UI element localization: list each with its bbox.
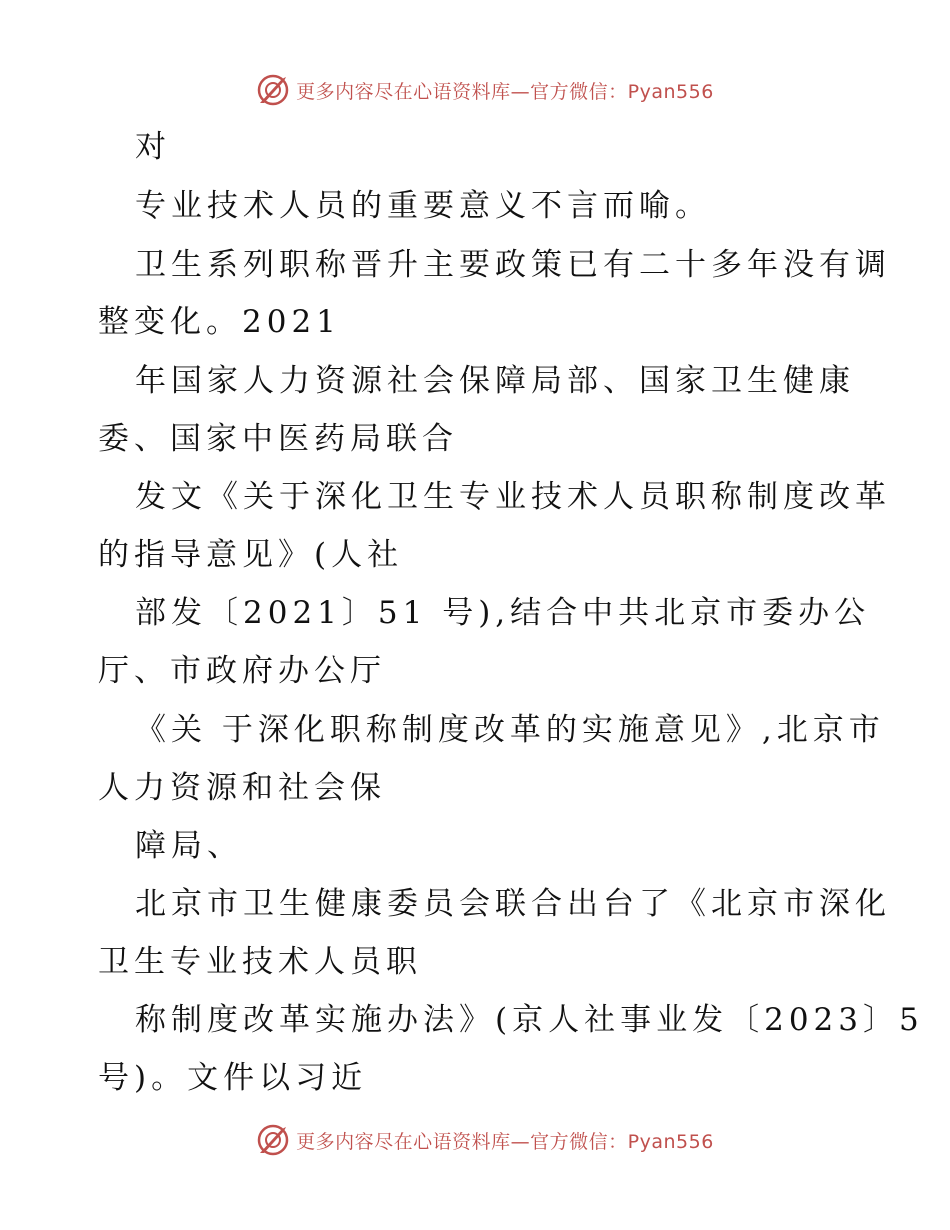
quill-logo-icon <box>256 73 290 107</box>
footer-banner-text: 更多内容尽在心语资料库—官方微信：Pyan556 <box>296 1130 714 1153</box>
text-line: 北京市卫生健康委员会联合出台了《北京市深化 <box>135 886 891 922</box>
header-banner <box>0 70 950 110</box>
text-line: 部发〔2021〕51 号),结合中共北京市委办公 <box>135 595 871 631</box>
footer-banner-content <box>256 1123 714 1157</box>
text-line: 整变化。2021 <box>98 304 341 340</box>
text-line: 卫生系列职称晋升主要政策已有二十多年没有调 <box>135 247 891 283</box>
text-line: 年国家人力资源社会保障局部、国家卫生健康 <box>135 363 855 399</box>
quill-logo-icon <box>256 1123 290 1157</box>
text-line: 厅、市政府办公厅 <box>98 653 386 689</box>
text-line: 号)。文件以习近 <box>98 1060 368 1096</box>
text-line: 卫生专业技术人员职 <box>98 944 422 980</box>
footer-banner <box>0 1120 950 1160</box>
text-line: 人力资源和社会保 <box>98 770 386 806</box>
text-line: 的指导意见》(人社 <box>98 537 404 573</box>
text-line: 障局、 <box>135 828 243 864</box>
text-line: 发文《关于深化卫生专业技术人员职称制度改革 <box>135 479 891 515</box>
text-line: 称制度改革实施办法》(京人社事业发〔2023〕5 <box>135 1002 924 1038</box>
text-line: 对 <box>135 129 171 165</box>
text-line: 《关 于深化职称制度改革的实施意见》,北京市 <box>135 712 885 748</box>
header-banner-text: 更多内容尽在心语资料库—官方微信：Pyan556 <box>296 80 714 103</box>
header-banner-content <box>256 73 714 107</box>
text-line: 委、国家中医药局联合 <box>98 421 458 457</box>
text-line: 专业技术人员的重要意义不言而喻。 <box>135 188 711 224</box>
